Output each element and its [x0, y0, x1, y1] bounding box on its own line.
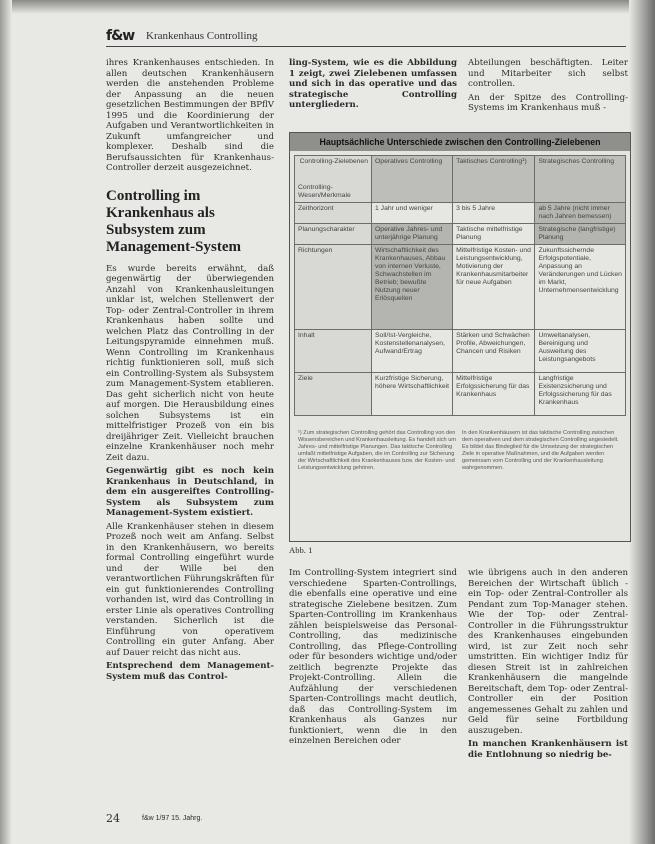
table-cell: ab 5 Jahre (nicht immer nach Jahren bemessen): [535, 203, 626, 224]
column-3-top: [468, 58, 628, 117]
table-cell: Mittelfristige Erfolgssicherung für das Krankenhaus: [453, 373, 535, 416]
journal-logo: f&w: [106, 28, 135, 44]
table-row: [295, 224, 626, 245]
table-cell: Soll/Ist-Vergleiche, Kostenstellenanalysen, Aufwand/Ertrag: [372, 330, 453, 373]
scan-shadow-right: [629, 0, 655, 844]
row-label: Planungscharakter: [295, 224, 372, 245]
corner-bottom-label: Controlling-Wesen/Merkmale: [298, 184, 351, 199]
figure-footnote-left: ¹) Zum strategischen Controlling gehört das Controlling von den Wissensbereichen und Krankenhausleitung. Es handelt sich um Jahres- und mittelfristige Planungen. Das taktische Controlling umfaßt mittelfristige Aufgaben, die im Controlling zur Sicherung der Wirtschaftlichkeit des Krankenhauses bzw. der Kosten- und Leistungsentwicklung gehören.: [298, 430, 456, 471]
paragraph: An der Spitze des Controlling-Systems im Krankenhaus muß -: [468, 92, 628, 113]
table-corner: [295, 156, 372, 203]
column-2-bottom: [289, 568, 457, 750]
table-cell: Mittelfristige Kosten- und Leistungsentwicklung, Motivierung der Krankenhausmitarbeiter für neue Aufgaben: [453, 245, 535, 330]
scan-shadow-top: [0, 0, 655, 14]
column-3-bottom: [468, 568, 628, 763]
figure-title: Hauptsächliche Unterschiede zwischen den Controlling-Zielebenen: [290, 133, 630, 151]
table-cell: Strategische (langfristige) Planung: [535, 224, 626, 245]
table-cell: Umweltanalysen, Bereinigung und Ausweitung des Leistungsangebots: [535, 330, 626, 373]
table-header-row: [295, 156, 626, 203]
column-header: Operatives Controlling: [372, 156, 453, 203]
table-row: [295, 245, 626, 330]
paragraph: ihres Krankenhauses entschieden. In allen deutschen Krankenhäusern werden die anstehenden Probleme der Anpassung an die neuen gesetzlichen Bestimmungen der BPflV 1995 und die Koordinierung der Aufgaben und Verantwortlichkeiten in Zukunft umfangreicher und komplexer. Deshalb sind die Berufsaussichten für Krankenhaus-Controller derzeit ausgezeichnet.: [106, 58, 274, 173]
column-1: [106, 58, 274, 685]
table-cell: Langfristige Existenzsicherung und Erfolgssicherung für das Krankenhaus: [535, 373, 626, 416]
figure-footnote-right: In den Krankenhäusern ist das taktische Controlling zwischen dem operativen und dem strategischen Controlling angesiedelt. Es bildet das Bindeglied für die Umsetzung der strategischen Ziele in operative Maßnahmen, und die Aufgaben werden gemeinsam vom Controlling und der Krankenhausleitung wahrgenommen.: [462, 430, 619, 471]
running-header: [106, 28, 626, 47]
header-title: Krankenhaus Controlling: [146, 30, 258, 42]
table-row: [295, 373, 626, 416]
paragraph: wie übrigens auch in den anderen Bereichen der Wirtschaft üblich - ein Top- oder Zentral-Controller als Pendant zum Top-Manager stehen. Wie der Top- oder Zentral-Controller in die Führungsstruktur des Krankenhauses eingebunden wird, ist zur Zeit noch sehr umstritten. Ein wichtiger Indiz für diesen Streit ist in zahlreichen Krankenhäusern die mangelnde Bereitschaft, dem Top- oder Zentral-Controller ein der Position angemessenes Gehalt zu zahlen und Geld für seine Fortbildung auszugeben.: [468, 568, 628, 736]
comparison-table: [294, 155, 626, 416]
corner-top-label: Controlling-Zielebenen: [299, 158, 368, 165]
paragraph: Es wurde bereits erwähnt, daß gegenwärtig der überwiegenden Anzahl von Krankenhausleitungen unklar ist, welchen Stellenwert der Top- oder Zentral-Controller in ihrem Krankenhaus haben sollte und welchen Platz das Controlling in der Leitungspyramide einnehmen muß. Wenn Controlling im Krankenhaus richtig funktionieren soll, muß sich ein Controlling-System als Subsystem zum Management-System etablieren. Das geht sicherlich nicht von heute auf morgen. Die Herausbildung eines solchen Subsystems ist ein mittelfristiger Prozeß von ein bis dreijähriger Zeit. Vielleicht brauchen einzelne Krankenhäuser noch mehr Zeit dazu.: [106, 263, 274, 463]
table-cell: Kurzfristige Sicherung, höhere Wirtschaftlichkeit: [372, 373, 453, 416]
table-cell: Zukunftssichernde Erfolgspotentiale, Anpassung an Veränderungen und Lücken im Markt, Unternehmensentwicklung: [535, 245, 626, 330]
row-label: Inhalt: [295, 330, 372, 373]
table-cell: Stärken und Schwächen Profile, Abweichungen, Chancen und Risiken: [453, 330, 535, 373]
paragraph: Im Controlling-System integriert sind verschiedene Sparten-Controllings, die ebenfalls eine operative und eine strategische Zielebene besitzen. Zum Sparten-Controlling im Krankenhaus zählen beispielsweise das Personal-Controlling, das medizinische Controlling, das Pflege-Controlling oder für besonders wichtige und/oder zeitlich begrenzte Projekte das Projekt-Controlling. Allein die Aufzählung der verschiedenen Sparten-Controllings macht deutlich, daß das Controlling-System im Krankenhaus als Ganzes nur funktioniert, wenn die in den einzelnen Bereichen oder: [289, 568, 457, 746]
row-label: Zeithorizont: [295, 203, 372, 224]
row-label: Richtungen: [295, 245, 372, 330]
column-2-top: [289, 58, 457, 114]
scan-shadow-left: [0, 0, 12, 844]
column-header: Strategisches Controlling: [535, 156, 626, 203]
table-cell: Wirtschaftlichkeit des Krankenhauses, Abbau von internen Verluste, Schwachstellen im Betrieb; bewußte Nutzung neuer Erlösquellen: [372, 245, 453, 330]
section-heading: Controlling im Krankenhaus als Subsystem zum Management-System: [106, 187, 241, 255]
row-label: Ziele: [295, 373, 372, 416]
figure-caption: Abb. 1: [289, 545, 313, 555]
column-header: Taktisches Controlling¹): [453, 156, 535, 203]
bold-paragraph: ling-System, wie es die Abbildung 1 zeigt, zwei Zielebenen umfassen und sich in das operative und das strategische Controlling untergliedern.: [289, 58, 457, 110]
paragraph: Abteilungen beschäftigten. Leiter und Mitarbeiter sich selbst controllen.: [468, 58, 628, 89]
table-cell: 1 Jahr und weniger: [372, 203, 453, 224]
bold-paragraph: Gegenwärtig gibt es noch kein Krankenhaus in Deutschland, in dem ein ausgereiftes Controlling-System als Subsystem zum Management-System existiert.: [106, 466, 274, 518]
issue-reference: f&w 1/97 15. Jahrg.: [142, 815, 203, 822]
paragraph: Alle Krankenhäuser stehen in diesem Prozeß noch weit am Anfang. Selbst in den Krankenhäusern, wo bereits formal Controlling eingeführt wurde und der Wille bei den verantwortlichen Führungskräften für ein gut funktionierendes Controlling vorhanden ist, wird das Controlling in erster Linie als operatives Controlling verstanden. Sicherlich ist die Einführung von operativem Controlling ein guter Anfang. Aber auf Dauer reicht das nicht aus.: [106, 521, 274, 658]
page-number: 24: [106, 812, 120, 825]
table-row: [295, 330, 626, 373]
table-cell: Taktische mittelfristige Planung: [453, 224, 535, 245]
table-cell: 3 bis 5 Jahre: [453, 203, 535, 224]
table-row: [295, 203, 626, 224]
bold-paragraph: In manchen Krankenhäusern ist die Entlohnung so niedrig be-: [468, 739, 628, 760]
comparison-figure: [289, 132, 631, 542]
table-cell: Operative Jahres- und unterjährige Planung: [372, 224, 453, 245]
bold-paragraph: Entsprechend dem Management-System muß das Control-: [106, 661, 274, 682]
